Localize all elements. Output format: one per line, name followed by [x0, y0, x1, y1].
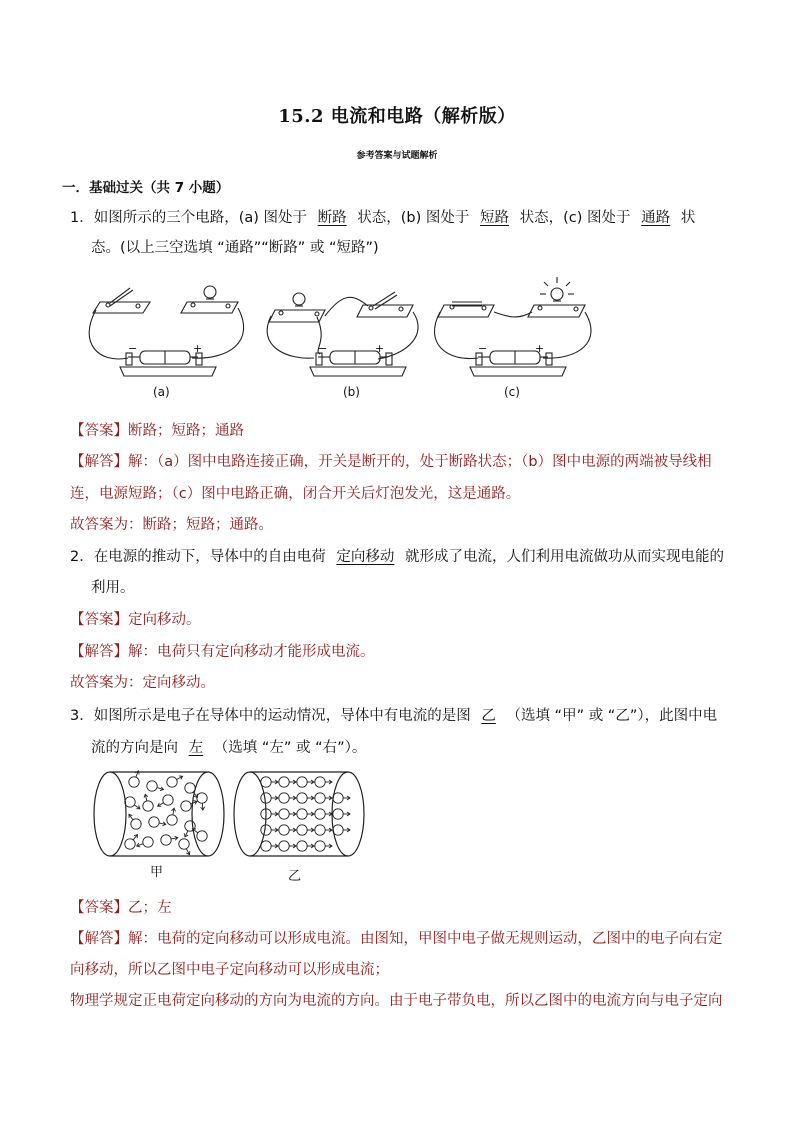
electron-yi-5 [279, 793, 289, 803]
q2-blank1: 定向移动 [336, 549, 395, 565]
battery-a-plus: + [193, 342, 203, 355]
yi-electrons [261, 777, 350, 851]
battery-b-plus: + [375, 342, 385, 355]
electron-yi-21 [297, 841, 307, 851]
q3-analysis-text1: 解：电荷的定向移动可以形成电流。由图知，甲图中电子做无规则运动，乙图中的电子向右定 [128, 931, 723, 947]
electron-yi-1 [279, 777, 289, 787]
q2-end1: 就形成了电流，人们利用电流做功从而实现电能的 [404, 549, 724, 565]
electron-yi-19 [261, 841, 271, 851]
q3-blank2: 左 [188, 740, 204, 756]
electron-yi-18 [333, 825, 343, 835]
q3-blank1: 乙 [481, 708, 496, 724]
q1-conclusion: 故答案为：断路；短路；通路。 [70, 517, 273, 533]
q1-answer: 断路；短路；通路 [128, 423, 244, 439]
q3-analysis-tag: 【解答】 [70, 931, 128, 947]
electron-jia-8 [197, 793, 207, 803]
circuit-a-label: (a) [153, 385, 170, 399]
battery-c-plus: + [535, 342, 545, 355]
electron-yi-15 [279, 825, 289, 835]
q2-analysis-line [70, 642, 375, 662]
electron-jia-14 [143, 837, 153, 847]
q3-answer: 乙；左 [128, 900, 172, 916]
q3-prefix: 3．如图所示是电子在导体中的运动情况，导体中有电流的是图 [70, 708, 471, 724]
q3-line2-end: （选填 “左” 或 “右”）。 [213, 740, 367, 756]
electron-yi-3 [315, 777, 325, 787]
electron-yi-22 [315, 841, 325, 851]
electron-jia-17 [197, 831, 207, 841]
q2-analysis-text: 解：电荷只有定向移动才能形成电流。 [128, 644, 375, 660]
q1-answer-tag: 【答案】 [70, 423, 128, 439]
q2-conclusion: 故答案为：定向移动。 [70, 675, 215, 691]
electron-jia-6 [163, 795, 173, 805]
page-title: 15.2 电流和电路（解析版） [278, 106, 516, 127]
jia-electrons [125, 771, 207, 855]
electron-yi-10 [279, 809, 289, 819]
q2-prefix: 2．在电源的推动下，导体中的自由电荷 [70, 549, 326, 565]
electron-jia-1 [147, 781, 157, 791]
q3-line1 [70, 706, 717, 726]
electron-jia-5 [143, 801, 153, 811]
q2-analysis-tag: 【解答】 [70, 644, 128, 660]
electron-yi-7 [315, 793, 325, 803]
electron-jia-0 [129, 777, 139, 787]
q3-analysis-line1 [70, 929, 723, 949]
q2-answer-line [70, 610, 201, 630]
circuit-b-label: (b) [343, 385, 360, 399]
electron-yi-16 [297, 825, 307, 835]
electron-yi-17 [315, 825, 325, 835]
q3-answer-tag: 【答案】 [70, 900, 128, 916]
electron-jia-3 [185, 783, 195, 793]
q1-line2: 态。(以上三空选填 “通路”“断路” 或 “短路”) [91, 240, 379, 256]
conductors-figure [90, 766, 370, 886]
electron-yi-4 [261, 793, 271, 803]
q1-line1 [70, 208, 695, 228]
electron-jia-2 [167, 777, 177, 787]
battery-b-minus: − [318, 342, 328, 355]
electron-yi-11 [297, 809, 307, 819]
page-subtitle: 参考答案与试题解析 [356, 151, 438, 161]
q3-line2-prefix: 流的方向是向 [91, 740, 178, 756]
q2-line2: 利用。 [91, 580, 135, 596]
electron-yi-0 [261, 777, 271, 787]
section-heading: 一．基础过关（共 7 小题） [62, 180, 230, 196]
electron-jia-16 [179, 839, 189, 849]
q1-analysis-text1: 解：（a）图中电路连接正确，开关是断开的，处于断路状态；（b）图中电源的两端被导线相 [128, 454, 712, 470]
q3-end1: （选填 “甲” 或 “乙”），此图中电 [506, 708, 718, 724]
circuit-a-diagram [89, 286, 243, 376]
q1-prefix: 1．如图所示的三个电路，(a) 图处于 [70, 210, 308, 226]
electron-jia-9 [131, 819, 141, 829]
electron-jia-13 [125, 839, 135, 849]
electron-jia-10 [149, 817, 159, 827]
q3-line2 [91, 738, 366, 758]
q1-blank1: 断路 [317, 210, 347, 226]
electron-yi-2 [297, 777, 307, 787]
electron-yi-14 [261, 825, 271, 835]
battery-a-minus: − [128, 342, 138, 355]
circuit-b-diagram [267, 292, 418, 376]
electron-yi-20 [279, 841, 289, 851]
electron-yi-6 [297, 793, 307, 803]
electron-jia-7 [181, 801, 191, 811]
q1-analysis-tag: 【解答】 [70, 454, 128, 470]
q1-end1: 状 [680, 210, 696, 226]
q1-mid2: 状态，(c) 图处于 [519, 210, 631, 226]
q1-answer-line [70, 421, 244, 441]
q1-blank3: 通路 [641, 210, 671, 226]
q1-blank2: 短路 [480, 210, 510, 226]
q2-answer-tag: 【答案】 [70, 612, 128, 628]
electron-jia-4 [125, 797, 135, 807]
q3-analysis-line3: 物理学规定正电荷定向移动的方向为电流的方向。由于电子带负电，所以乙图中的电流方向与电子定向 [70, 993, 723, 1009]
q3-answer-line [70, 898, 172, 918]
electron-yi-13 [333, 809, 343, 819]
battery-c-minus: − [478, 342, 488, 355]
q1-analysis-line1 [70, 452, 712, 472]
q1-mid1: 状态，(b) 图处于 [357, 210, 470, 226]
electron-yi-8 [333, 793, 343, 803]
circuit-c-label: (c) [504, 385, 520, 399]
q2-line1 [70, 547, 724, 567]
circuit-c-diagram [434, 277, 591, 376]
cylinder-jia [94, 772, 224, 856]
conductor-jia-label: 甲 [150, 865, 164, 880]
electron-yi-12 [315, 809, 325, 819]
q3-analysis-line2: 向移动，所以乙图中电子定向移动可以形成电流； [70, 962, 389, 978]
electron-jia-11 [167, 815, 177, 825]
conductor-yi-label: 乙 [288, 869, 302, 884]
q2-answer: 定向移动。 [128, 612, 201, 628]
electron-jia-15 [161, 835, 171, 845]
circuits-figure [88, 272, 608, 404]
q1-analysis-line2: 连，电源短路；（c）图中电路正确，闭合开关后灯泡发光，这是通路。 [70, 486, 521, 502]
